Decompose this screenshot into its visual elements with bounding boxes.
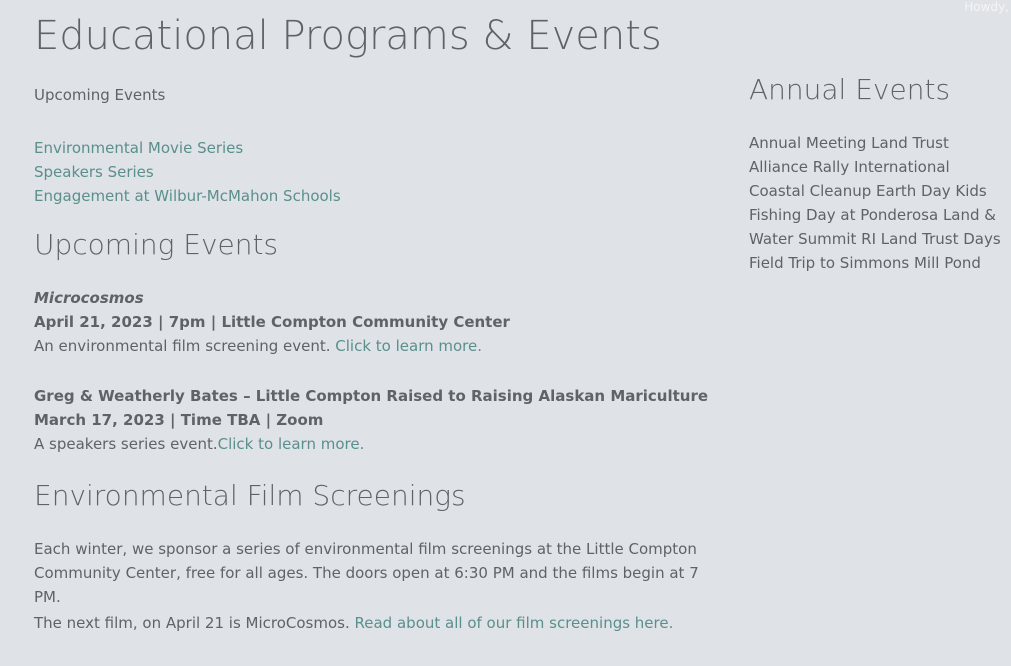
annual-events-text <box>749 131 999 275</box>
movie-series-link[interactable]: Environmental Movie Series <box>34 139 244 157</box>
annual-events-line: Coastal Cleanup Earth Day Kids <box>749 182 987 200</box>
quick-link-item <box>34 136 341 160</box>
event-title: Greg & Weatherly Bates – Little Compton Raised to Raising Alaskan Mariculture <box>34 387 709 405</box>
upcoming-events-heading: Upcoming Events <box>34 228 279 261</box>
page-title: Educational Programs & Events <box>34 13 662 59</box>
speakers-series-link[interactable]: Speakers Series <box>34 163 154 181</box>
annual-events-line: Field Trip to Simmons Mill Pond <box>749 254 981 272</box>
event-title: Microcosmos <box>34 289 144 307</box>
next-film-text: The next film, on April 21 is MicroCosmos. <box>34 614 355 632</box>
film-description-line: Each winter, we sponsor a series of environmental film screenings at the Little Compton <box>34 540 697 558</box>
event-description: A speakers series event. <box>34 435 218 453</box>
event-description-line <box>34 432 708 456</box>
film-description <box>34 537 724 609</box>
film-screenings-heading: Environmental Film Screenings <box>34 479 466 512</box>
event-item <box>34 384 708 456</box>
schools-engagement-link[interactable]: Engagement at Wilbur-McMahon Schools <box>34 187 341 205</box>
quick-links <box>34 136 341 208</box>
event-learn-more-link[interactable]: Click to learn more. <box>217 435 365 453</box>
annual-events-line: Alliance Rally International <box>749 158 950 176</box>
quick-link-item <box>34 184 341 208</box>
event-meta: March 17, 2023 | Time TBA | Zoom <box>34 411 324 429</box>
event-description: An environmental film screening event. <box>34 337 336 355</box>
howdy-greeting[interactable]: Howdy, <box>964 0 1009 14</box>
film-screenings-link[interactable]: Read about all of our film screenings here. <box>354 614 674 632</box>
event-description-line <box>34 334 510 358</box>
film-description-line: Community Center, free for all ages. The doors open at 6:30 PM and the films begin at 7 PM. <box>34 564 699 606</box>
next-film-paragraph <box>34 611 724 635</box>
quick-link-item <box>34 160 341 184</box>
annual-events-line: Fishing Day at Ponderosa Land & <box>749 206 996 224</box>
annual-events-heading: Annual Events <box>749 73 951 106</box>
event-meta: April 21, 2023 | 7pm | Little Compton Community Center <box>34 313 510 331</box>
annual-events-line: Water Summit RI Land Trust Days <box>749 230 1001 248</box>
intro-label: Upcoming Events <box>34 86 166 104</box>
event-item <box>34 286 510 358</box>
event-learn-more-link[interactable]: Click to learn more. <box>335 337 483 355</box>
annual-events-line: Annual Meeting Land Trust <box>749 134 949 152</box>
